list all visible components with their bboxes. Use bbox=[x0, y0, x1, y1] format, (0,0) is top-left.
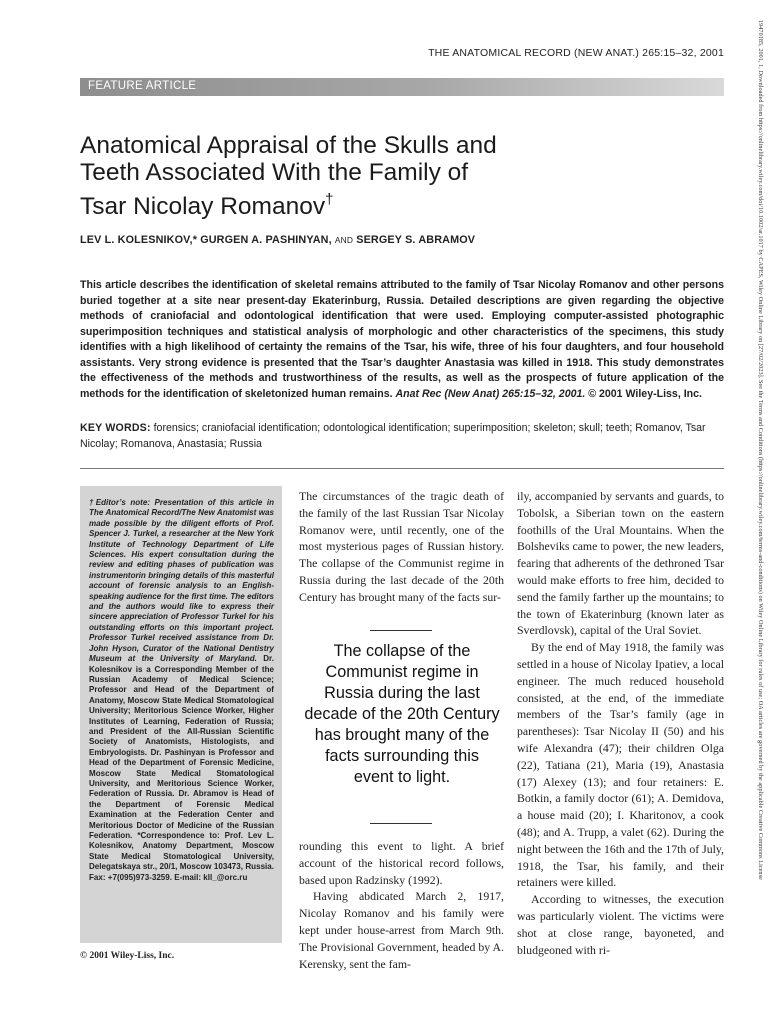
body-paragraph: By the end of May 1918, the family was settled in a house of Nicolay Ipatiev, a local engineer. The much reduced household consisted, at the end, of the immediate members of the Tsar’s family (age in parentheses): Tsar Nicolay II (50) and his wife Alexandra (47); their children Olga (22), Tatiana (21), Maria (19), Anastasia (17) Alexey (13); and four retainers: E. Botkin, a family doctor (61); A. Demidova, a house maid (20); I. Kharitonov, a cook (48); and A. Trupp, a valet (62). During the night between the 16th and the 17th of July, 1918, the Tsar, his family, and their retainers were killed. bbox=[517, 640, 724, 890]
download-notice-text: 19470185, 2001, 1, Downloaded from https://onlinelibrary.wiley.com/doi/10.1002/ar.1017 by CAPES, Wiley Online Library on [27/02/2023]. See the Terms and Conditions (https://onlinelibrary.wiley.com/terms-and-conditions) on Wiley Online Library for rules of use; OA articles are governed by the applicable Creative Commons License bbox=[757, 20, 764, 880]
keywords-label: KEY WORDS: bbox=[80, 422, 151, 434]
section-divider bbox=[80, 468, 724, 469]
body-paragraph: The circumstances of the tragic death of the family of the last Russian Tsar Nicolay Romanov were, until recently, one of the most mysterious pages of Russian history. The collapse of the Communist regime in Russia during the last decade of the 20th Century has brought many of the facts sur- bbox=[299, 489, 504, 604]
body-paragraph: Having abdicated March 2, 1917, Nicolay Romanov and his family were kept under house-arrest from March 9th. The Provisional Government, headed by A. Kerensky, sent the fam- bbox=[299, 889, 504, 971]
editor-note-italic: †Editor’s note: Presentation of this article in The Anatomical Record/The New Anatomist was made possible by the diligent efforts of Prof. Spencer J. Turkel, a researcher at the New York Institute of Technology Department of Life Sciences. His expert consultation during the review and editing phases of publication was instrumentorin bringing details of this masterful account of forensic analysis to an English-speaking audience for the first time. The editors and the authors would like to express their sincere appreciation of Professor Turkel for his outstanding efforts on this important project. Professor Turkel received assistance from Dr. John Hyson, Curator of the National Dentistry Museum at the University of Maryland. bbox=[89, 498, 274, 664]
body-column-right bbox=[517, 488, 724, 958]
pull-quote: The collapse of the Communist regime in Russia during the last decade of the 20th Century has brought many of the facts surrounding this event to light. bbox=[304, 642, 500, 786]
section-banner bbox=[80, 78, 724, 96]
editor-note-box bbox=[80, 486, 282, 943]
author-list bbox=[80, 234, 720, 246]
authors-part-2: SERGEY S. ABRAMOV bbox=[353, 234, 476, 246]
title-footnote-mark: † bbox=[325, 191, 334, 208]
authors-part-1: LEV L. KOLESNIKOV,* GURGEN A. PASHINYAN, bbox=[80, 234, 335, 246]
title-line-1: Anatomical Appraisal of the Skulls and bbox=[80, 132, 497, 159]
article-title bbox=[80, 132, 640, 220]
author-affiliations: Dr. Kolesnikov is a Corresponding Member of the Russian Academy of Medical Science; Professor and Head of the Department of Anatomy, Moscow State Medical Stomatological University; Meritorious Science Worker, Higher Institutes of Learning, Federation of Russia; and President of the All-Russian Scientific Society of Anatomists, Histologists, and Embryologists. Dr. Pashinyan is Professor and Head of the Department of Forensic Medicine, Moscow State Medical Stomatological University, and Meritorious Science Worker, Federation of Russia. Dr. Abramov is Head of the Department of Forensic Medical Examination at the Federation Center and Meritorious Doctor of Medicine of the Russian Federation. *Correspondence to: Prof. Lev L. Kolesnikov, Anatomy Department, Moscow State Medical Stomatological University, Delegatskaya str., 20/1, Moscow 103473, Russia. Fax: +7(095)973-3259. E-mail: kll_@orc.ru bbox=[89, 654, 274, 882]
body-paragraph: According to witnesses, the execution was particularly violent. The victims were shot at close range, bayoneted, and bludgeoned with ri- bbox=[517, 892, 724, 957]
abstract-citation: Anat Rec (New Anat) 265:15–32, 2001. bbox=[395, 387, 586, 400]
section-label: FEATURE ARTICLE bbox=[88, 80, 197, 92]
abstract-body: This article describes the identification of skeletal remains attributed to the family of Tsar Nicolay Romanov and other persons buried together at a site near present-day Ekaterinburg, Russia. Detailed descriptions are given regarding the objective methods of craniofacial and odontological identification that were used. Employing computer-assisted photographic superimposition techniques and statistical analysis of morphologic and other characteristics of the specimens, this study identifies with a high likelihood of certainty the remains of the Tsar, his wife, three of his four daughters, and four household assistants. Very strong evidence is presented that the Tsar’s daughter Anastasia was killed in 1918. This study demonstrates the effectiveness of the methods and trustworthiness of the results, as well as the prospects of future application of the methods for the identification of skeletonized human remains. bbox=[80, 279, 724, 400]
keywords bbox=[80, 421, 724, 452]
body-paragraph: ily, accompanied by servants and guards, to Tobolsk, a Siberian town on the eastern foothills of the Ural Mountains. When the Bolsheviks came to power, the new leaders, fearing that adherents of the dethroned Tsar would make efforts to free him, decided to send the family farther up the mountains; to the town of Ekaterinburg (known later as Sverdlovsk), capital of the Ural Soviet. bbox=[517, 489, 724, 638]
abstract-copyright: © 2001 Wiley-Liss, Inc. bbox=[585, 387, 702, 400]
body-column-middle-bottom bbox=[299, 838, 504, 972]
keywords-text: forensics; craniofacial identification; odontological identification; superimposition; skeleton; skull; teeth; Romanov, Tsar Nicolay; Romanova, Anastasia; Russia bbox=[80, 422, 706, 450]
body-paragraph: rounding this event to light. A brief account of the historical record follows, based upon Radzinsky (1992). bbox=[299, 839, 504, 887]
editor-note-text bbox=[80, 486, 282, 883]
body-column-middle-top bbox=[299, 488, 504, 606]
title-line-3: Tsar Nicolay Romanov bbox=[80, 193, 326, 220]
abstract bbox=[80, 278, 724, 402]
download-notice-strip bbox=[750, 0, 766, 1024]
running-head: THE ANATOMICAL RECORD (NEW ANAT.) 265:15–32, 2001 bbox=[428, 47, 724, 59]
pull-quote-rule-top bbox=[370, 630, 432, 631]
authors-and: AND bbox=[334, 235, 354, 245]
pull-quote-rule-bottom bbox=[370, 823, 432, 824]
title-line-2: Teeth Associated With the Family of bbox=[80, 159, 469, 186]
copyright-line: © 2001 Wiley-Liss, Inc. bbox=[80, 951, 175, 961]
